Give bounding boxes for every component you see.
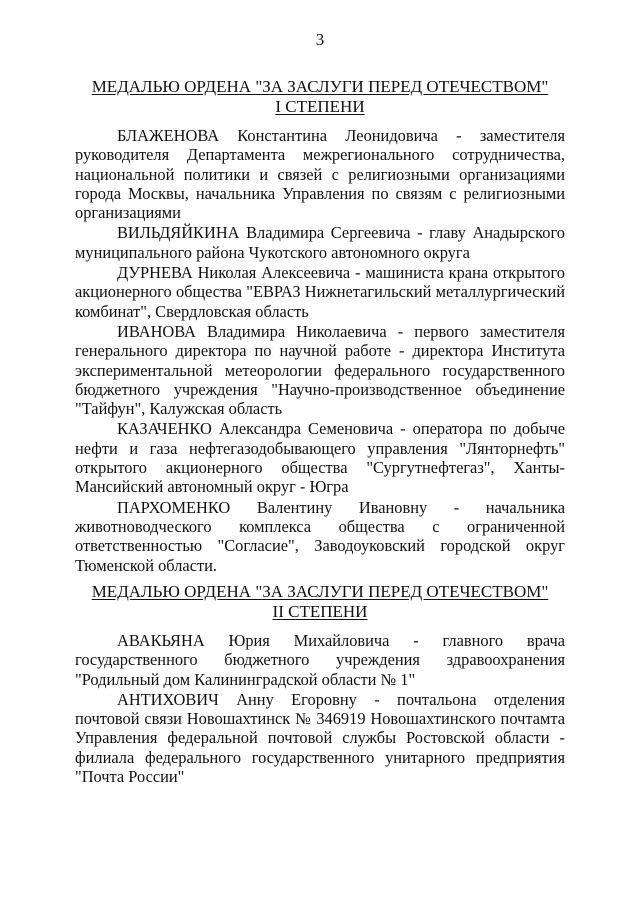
award-entry: АВАКЬЯНА Юрия Михайловича - главного врача государственного бюджетного учреждения здравоохранения "Родильный дом Калининградской области № 1": [75, 631, 565, 689]
section-heading-line: МЕДАЛЬЮ ОРДЕНА "ЗА ЗАСЛУГИ ПЕРЕД ОТЕЧЕСТВОМ": [91, 582, 549, 601]
section-heading-degree: I СТЕПЕНИ: [275, 97, 365, 116]
award-list-degree-2: [75, 631, 565, 787]
section-heading-line: МЕДАЛЬЮ ОРДЕНА "ЗА ЗАСЛУГИ ПЕРЕД ОТЕЧЕСТВОМ": [91, 77, 549, 96]
page-number: 3: [315, 30, 325, 49]
award-entry: ПАРХОМЕНКО Валентину Ивановну - начальника животноводческого комплекса общества с ограниченной ответственностью "Согласие", Заводоуковский городской округ Тюменской области.: [75, 497, 565, 575]
award-entry: АНТИХОВИЧ Анну Егоровну - почтальона отделения почтовой связи Новошахтинск № 346919 Новошахтинского почтамта Управления федеральной почтовой службы Ростовской области - филиала федерального государственного унитарного предприятия "Почта России": [75, 689, 565, 787]
award-list-degree-1: [75, 126, 565, 576]
award-entry: БЛАЖЕНОВА Константина Леонидовича - заместителя руководителя Департамента межрегионального сотрудничества, национальной политики и связей с религиозными организациями города Москвы, начальника Управления по связям с религиозными организациями: [75, 126, 565, 223]
award-entry: КАЗАЧЕНКО Александра Семеновича - оператора по добыче нефти и газа нефтегазодобывающего управления "Лянторнефть" открытого акционерного общества "Сургутнефтегаз", Ханты-Мансийский автономный округ - Югра: [75, 419, 565, 497]
award-entry: ВИЛЬДЯЙКИНА Владимира Сергеевича - главу Анадырского муниципального района Чукотского автономного округа: [75, 223, 565, 262]
award-entry: ИВАНОВА Владимира Николаевича - первого заместителя генерального директора по научной работе - директора Института экспериментальной метеорологии федерального государственного бюджетного учреждения "Научно-производственное объединение "Тайфун", Калужская область: [75, 321, 565, 419]
section-heading-degree-2: [0, 582, 640, 622]
section-heading-degree: II СТЕПЕНИ: [272, 602, 368, 621]
award-entry: ДУРНЕВА Николая Алексеевича - машиниста крана открытого акционерного общества "ЕВРАЗ Нижнетагильский металлургический комбинат", Свердловская область: [75, 263, 565, 321]
section-heading-degree-1: [0, 77, 640, 117]
